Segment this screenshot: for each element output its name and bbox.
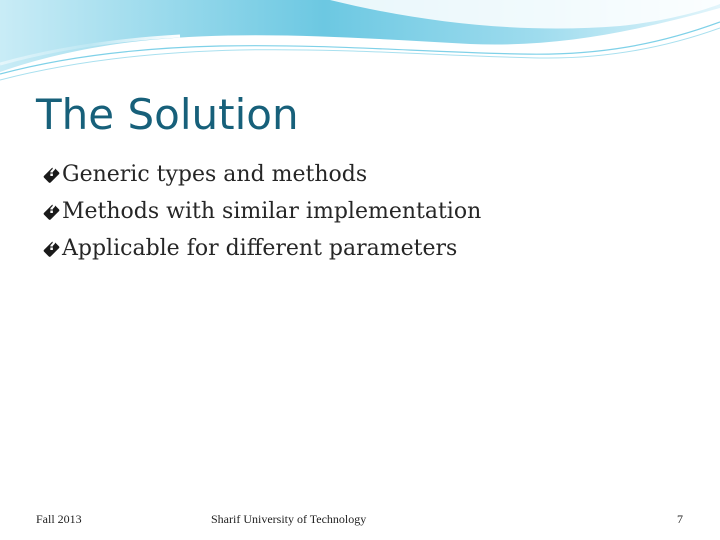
- footer-institution: Sharif University of Technology: [211, 512, 367, 526]
- slide-title: The Solution: [36, 90, 299, 139]
- replacement-char-icon: [44, 239, 60, 259]
- bullet-text: Methods with similar implementation: [62, 199, 482, 224]
- bullet-item: [44, 230, 481, 267]
- replacement-char-icon: [44, 165, 60, 185]
- page-number: 7: [677, 512, 683, 526]
- bullet-item: [44, 156, 481, 193]
- replacement-char-icon: [44, 202, 60, 222]
- bullet-text: Applicable for different parameters: [62, 236, 458, 261]
- footer-date: Fall 2013: [36, 512, 82, 526]
- bullet-text: Generic types and methods: [62, 162, 368, 187]
- header-wave-decoration: [0, 0, 720, 90]
- bullet-list: [44, 156, 481, 267]
- bullet-item: [44, 193, 481, 230]
